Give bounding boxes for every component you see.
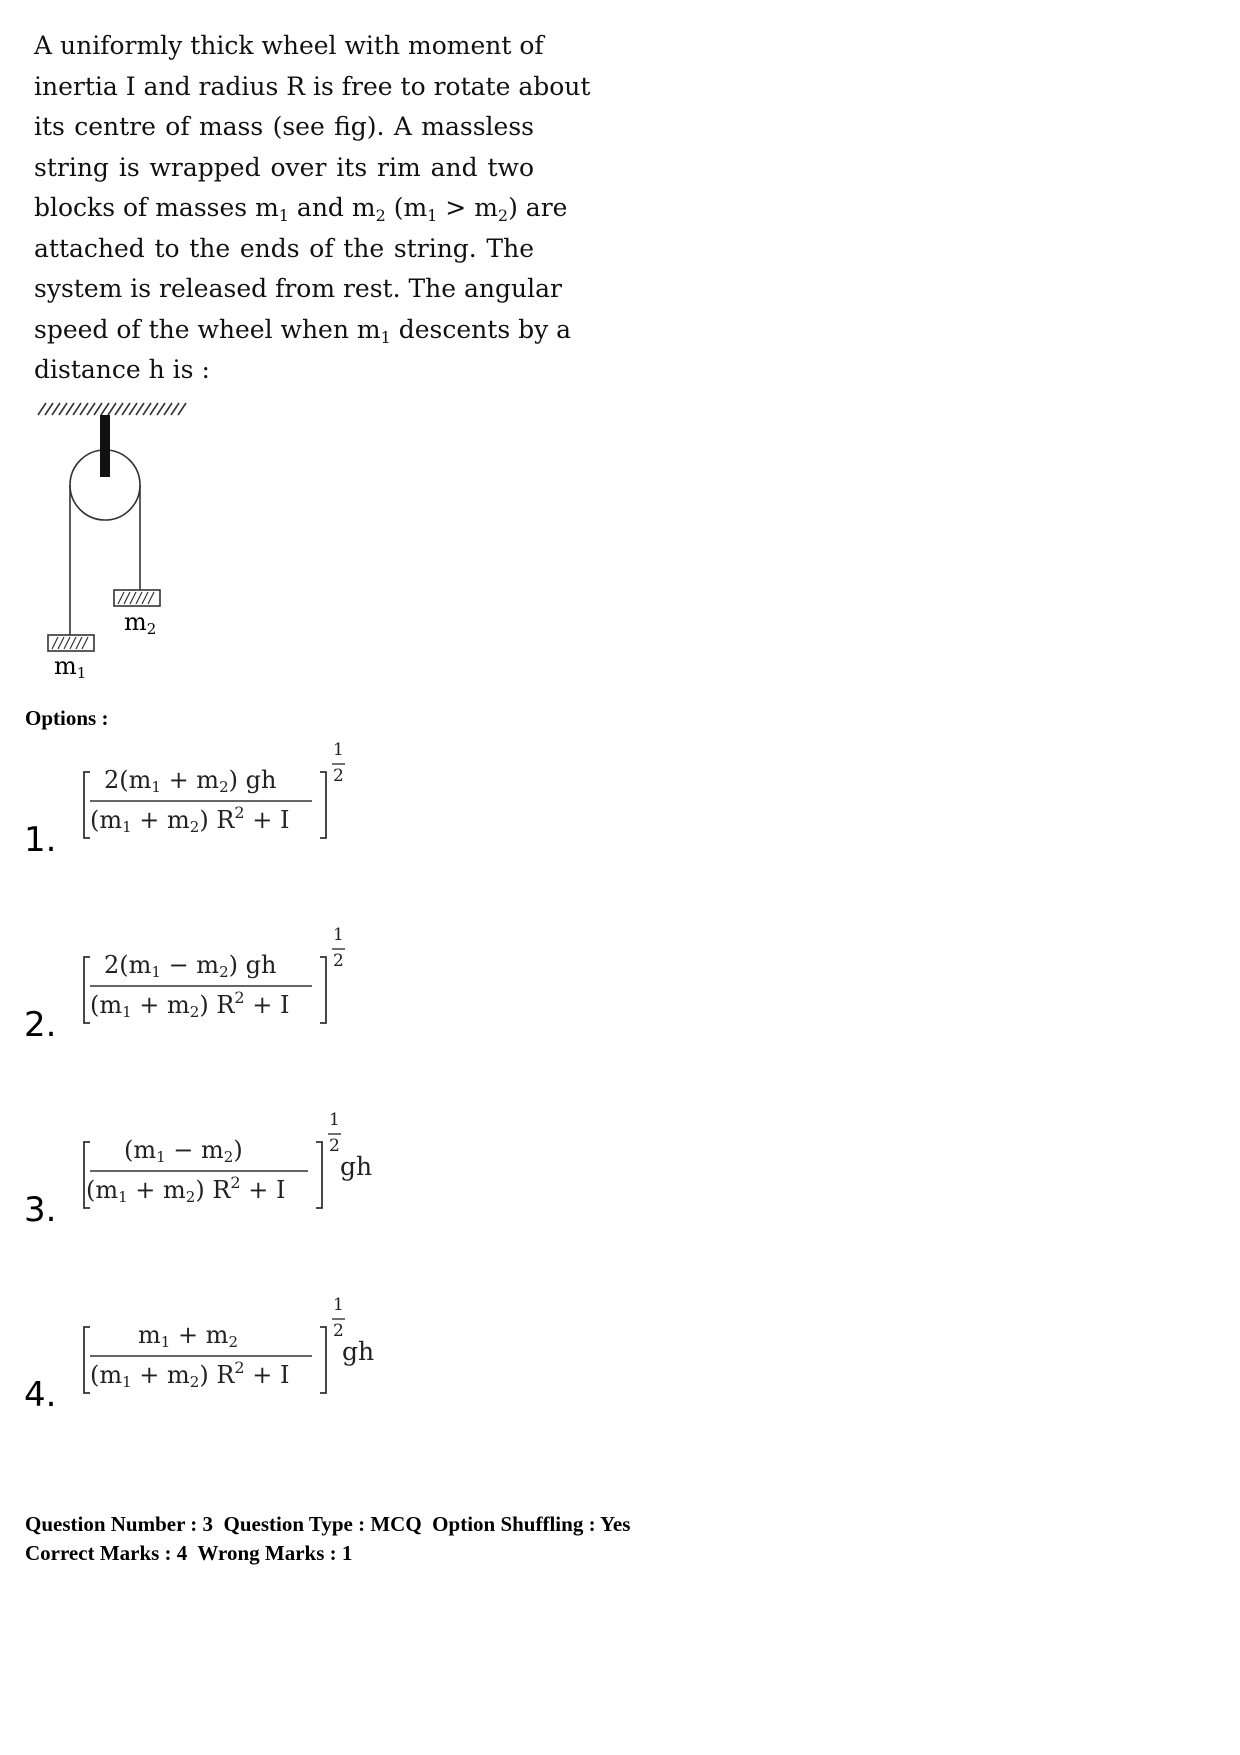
denominator: $(m_1 + m_2) R^2 + I$ bbox=[90, 988, 290, 1021]
numerator: $2(m_1 - m_2)$ gh bbox=[104, 951, 277, 981]
question-line: attached to the ends of the string. The bbox=[34, 233, 534, 263]
numerator: $2(m_1 + m_2)$ gh bbox=[104, 766, 277, 796]
options-heading: Options : bbox=[25, 706, 109, 730]
question-line: system is released from rest. The angular bbox=[34, 274, 562, 303]
option-number: 2. bbox=[24, 1005, 57, 1045]
exponent-numerator: 1 bbox=[333, 740, 344, 760]
bracket-lines bbox=[70, 925, 430, 1055]
suffix-gh: gh bbox=[342, 1337, 375, 1366]
pulley-diagram bbox=[30, 395, 230, 695]
label-m1: $m_1$ bbox=[54, 652, 87, 682]
option-formula bbox=[70, 1110, 430, 1240]
question-line: blocks of masses $m_1$ and $m_2$ $(m_1 > m_2)$ are bbox=[34, 193, 568, 225]
bracket-lines bbox=[70, 1295, 430, 1425]
support-rod bbox=[100, 415, 110, 477]
exponent-denominator: 2 bbox=[329, 1136, 340, 1156]
bracket-lines bbox=[70, 740, 430, 870]
numerator: $m_1 + m_2$ bbox=[138, 1321, 238, 1351]
exponent-numerator: 1 bbox=[333, 1295, 344, 1315]
question-meta-line-1: Question Number : 3 Question Type : MCQ Option Shuffling : Yes bbox=[25, 1512, 631, 1536]
question-line: its centre of mass (see fig). A massless bbox=[34, 112, 534, 141]
question-meta-line-2: Correct Marks : 4 Wrong Marks : 1 bbox=[25, 1541, 353, 1565]
suffix-gh: gh bbox=[340, 1152, 373, 1181]
question-line: distance h is : bbox=[34, 355, 210, 384]
question-line: inertia I and radius R is free to rotate about bbox=[34, 71, 591, 101]
bracket-lines bbox=[70, 1110, 430, 1240]
option-formula bbox=[70, 925, 430, 1055]
block-m2 bbox=[114, 590, 160, 606]
exponent-denominator: 2 bbox=[333, 1321, 344, 1341]
block-m1 bbox=[48, 635, 94, 651]
pulley-figure bbox=[30, 395, 230, 699]
denominator: $(m_1 + m_2) R^2 + I$ bbox=[90, 1358, 290, 1391]
exponent-numerator: 1 bbox=[333, 925, 344, 945]
question-line: string is wrapped over its rim and two bbox=[34, 152, 534, 182]
question-line: A uniformly thick wheel with moment of bbox=[34, 31, 544, 60]
ceiling-hatch bbox=[38, 403, 186, 415]
question-line: speed of the wheel when $m_1$ descents by a bbox=[34, 314, 572, 347]
option-formula bbox=[70, 1295, 430, 1425]
exponent-denominator: 2 bbox=[333, 766, 344, 786]
exponent-numerator: 1 bbox=[329, 1110, 340, 1130]
label-m2: $m_2$ bbox=[124, 608, 157, 638]
option-number: 3. bbox=[24, 1190, 57, 1230]
option-number: 4. bbox=[24, 1375, 57, 1415]
denominator: $(m_1 + m_2) R^2 + I$ bbox=[90, 803, 290, 836]
option-number: 1. bbox=[24, 820, 57, 860]
option-formula bbox=[70, 740, 430, 870]
exponent-denominator: 2 bbox=[333, 951, 344, 971]
question-text bbox=[34, 26, 591, 391]
denominator: $(m_1 + m_2) R^2 + I$ bbox=[86, 1173, 286, 1206]
numerator: $(m_1 - m_2)$ bbox=[124, 1136, 243, 1166]
